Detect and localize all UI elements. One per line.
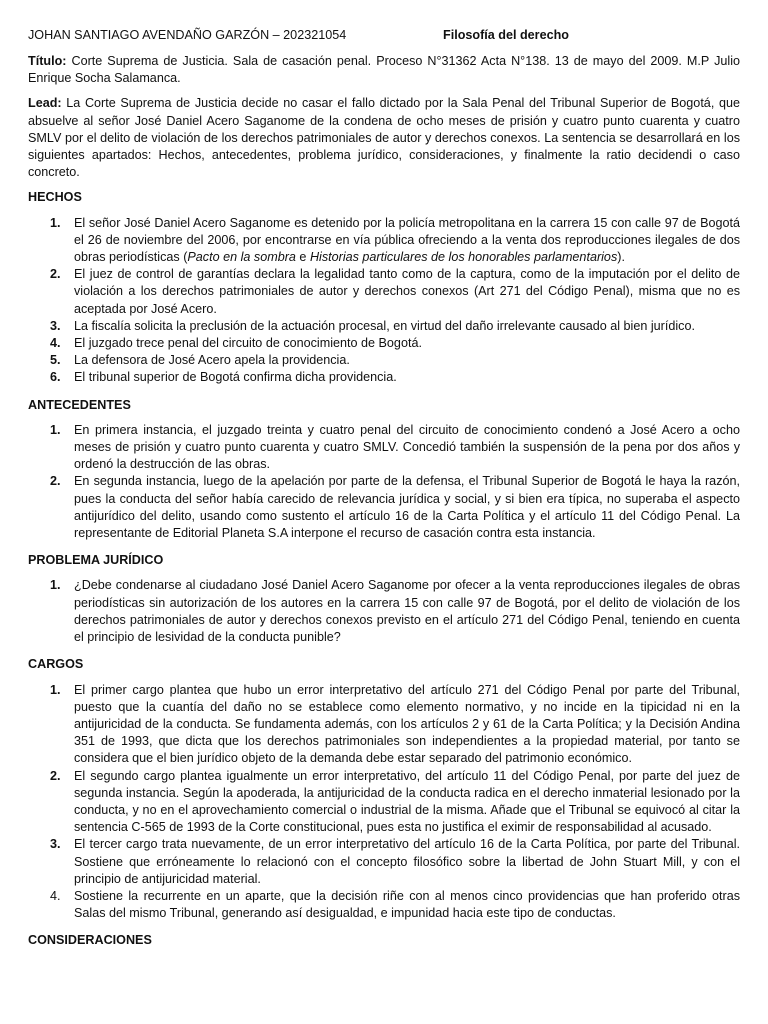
list-text: Sostiene la recurrente en un aparte, que la decisión riñe con al menos cinco providencias que han proferido otras Salas del mismo Tribunal, generando así desigualdad, e impunidad hacia este tipo de conductas. <box>74 888 740 921</box>
list-number: 1. <box>50 682 61 697</box>
list-number: 4. <box>50 888 61 903</box>
list-text: En primera instancia, el juzgado treinta y cuatro penal del circuito de conocimiento condenó a José Acero a ocho meses de prisión y cuatro punto cuarenta y cuatro SMLV. Concedió también la suspensión de la pena por dos años y ordenó la destrucción de las obras. <box>74 422 740 472</box>
book-title: Historias particulares de los honorables parlamentarios <box>309 250 618 265</box>
titulo-label: Título: <box>28 54 67 68</box>
list-number: 1. <box>50 215 61 230</box>
list-item <box>28 318 740 335</box>
list-item <box>28 888 740 922</box>
list-number: 1. <box>50 422 61 437</box>
lead-paragraph <box>28 95 740 181</box>
list-text: ¿Debe condenarse al ciudadano José Daniel Acero Saganome por ofecer a la venta reproducciones ilegales de obras periodísticas sin autorización de los autores en la carrera 15 con calle 97 de Bogotá, por el delito de violación de los derechos patrimoniales de autor y derechos conexos previsto en el artículo 271 del Código Penal, teniendo en cuenta el principio de lesividad de la conducta punible? <box>74 578 740 645</box>
list-number: 3. <box>50 318 61 333</box>
list-text: En segunda instancia, luego de la apelación por parte de la defensa, el Tribunal Superior de Bogotá le haya la razón, pues la conducta del señor había carecido de relevancia jurídica y social, y si bien era típica, no superaba el aspecto antijurídico del delito, usando como sustento el artículo 16 de la Carta Política y el artículo 11 del Código Penal. La representante de Editorial Planeta S.A interpone el recurso de casación contra esta instancia. <box>74 474 740 541</box>
list-number: 2. <box>50 474 61 489</box>
list-text: ). <box>617 250 625 265</box>
list-text: La defensora de José Acero apela la providencia. <box>74 353 350 368</box>
lead-label: Lead: <box>28 96 62 111</box>
lead-text: La Corte Suprema de Justicia decide no casar el fallo dictado por la Sala Penal del Tribunal Superior de Bogotá, que absuelve al señor José Daniel Acero Saganome de la condena de ocho meses de prisión y cuatro punto cuarenta y cuatro SMLV por el delito de violación de los derechos patrimoniales de autor y derechos conexos. La sentencia se desarrollará en los siguientes apartados: Hechos, antecedentes, problema jurídico, consideraciones, y finalmente la ratio decidendi o caso concreto. <box>28 96 740 180</box>
list-item <box>28 335 740 352</box>
problema-heading: PROBLEMA JURÍDICO <box>28 553 164 568</box>
list-text: El tercer cargo trata nuevamente, de un error interpretativo del artículo 16 de la Carta Política, por parte del Tribunal. Sostiene que erróneamente lo relacionó con el concepto filosófico sobre la libertad de John Stuart Mill, y con el principio de antijuricidad material. <box>74 837 740 886</box>
titulo-paragraph <box>28 53 740 87</box>
list-number: 4. <box>50 336 61 351</box>
list-text: El segundo cargo plantea igualmente un error interpretativo, del artículo 11 del Código Penal, por parte del juez de segunda instancia. Según la apoderada, la antijuricidad de la conducta radica en el derecho inmaterial lesionado por la conducta, y no en el aprovechamiento comercial o industrial de la misma. Añade que el Tribunal se equivocó al citar la sentencia C-565 de 1993 de la Corte constitucional, pues esta no justifica el eximir de responsabilidad al acusado. <box>74 768 740 835</box>
antecedentes-heading: ANTECEDENTES <box>28 397 131 412</box>
course-name: Filosofía del derecho <box>443 28 569 42</box>
list-text: El juzgado trece penal del circuito de conocimiento de Bogotá. <box>74 336 422 351</box>
cargos-list <box>28 682 740 923</box>
list-number: 2. <box>50 768 61 783</box>
problema-list <box>28 577 740 646</box>
list-text: El tribunal superior de Bogotá confirma dicha providencia. <box>74 370 397 385</box>
antecedentes-list <box>28 422 740 542</box>
list-text: e <box>295 250 310 265</box>
list-item <box>28 352 740 369</box>
list-item <box>28 682 740 768</box>
hechos-heading: HECHOS <box>28 190 82 205</box>
consideraciones-heading: CONSIDERACIONES <box>28 933 152 948</box>
hechos-list <box>28 215 740 387</box>
list-item <box>28 577 740 646</box>
list-item <box>28 422 740 474</box>
list-item <box>28 215 740 267</box>
list-number: 1. <box>50 578 61 593</box>
list-item <box>28 473 740 542</box>
titulo-text: Corte Suprema de Justicia. Sala de casación penal. Proceso N°31362 Acta N°138. 13 de mayo del 2009. M.P Julio Enrique Socha Salamanca. <box>28 54 740 86</box>
list-text: El juez de control de garantías declara la legalidad tanto como de la captura, como de la imputación por el delito de violación a los derechos patrimoniales de autor y derechos conexos (Art 271 del Código Penal), misma que no es aceptada por José Acero. <box>74 267 740 316</box>
author-line: JOHAN SANTIAGO AVENDAÑO GARZÓN – 202321054 <box>28 28 347 42</box>
list-item <box>28 266 740 318</box>
list-item <box>28 836 740 888</box>
list-number: 2. <box>50 267 61 282</box>
list-number: 5. <box>50 353 61 368</box>
list-text: El primer cargo plantea que hubo un error interpretativo del artículo 271 del Código Penal por parte del Tribunal, puesto que la cuantía del daño no se establece como elemento normativo, y no incide en la tipicidad ni en la antijuricidad de la conducta. Se fundamenta además, con los artículos 2 y 61 de la Carta Política; y la Decisión Andina 351 de 1993, que dicta que los derechos patrimoniales son independientes a la propiedad material, por tanto se considera que el bien jurídico objeto de la demanda debe estar separado del patrimonio económico. <box>74 682 740 766</box>
book-title: Pacto en la sombra <box>187 250 296 265</box>
list-item <box>28 768 740 837</box>
list-text: La fiscalía solicita la preclusión de la actuación procesal, en virtud del daño irrelevante causado al bien jurídico. <box>74 318 695 333</box>
list-number: 6. <box>50 370 61 385</box>
list-text: El señor José Daniel Acero Saganome es detenido por la policía metropolitana en la carrera 15 con calle 97 de Bogotá el 26 de noviembre del 2006, por encontrarse en vía pública ofreciendo a la venta dos reproducciones ilegales de dos obras periodísticas ( <box>74 215 740 265</box>
cargos-heading: CARGOS <box>28 657 84 672</box>
list-item <box>28 369 740 386</box>
list-number: 3. <box>50 837 61 852</box>
document-header <box>28 27 740 44</box>
